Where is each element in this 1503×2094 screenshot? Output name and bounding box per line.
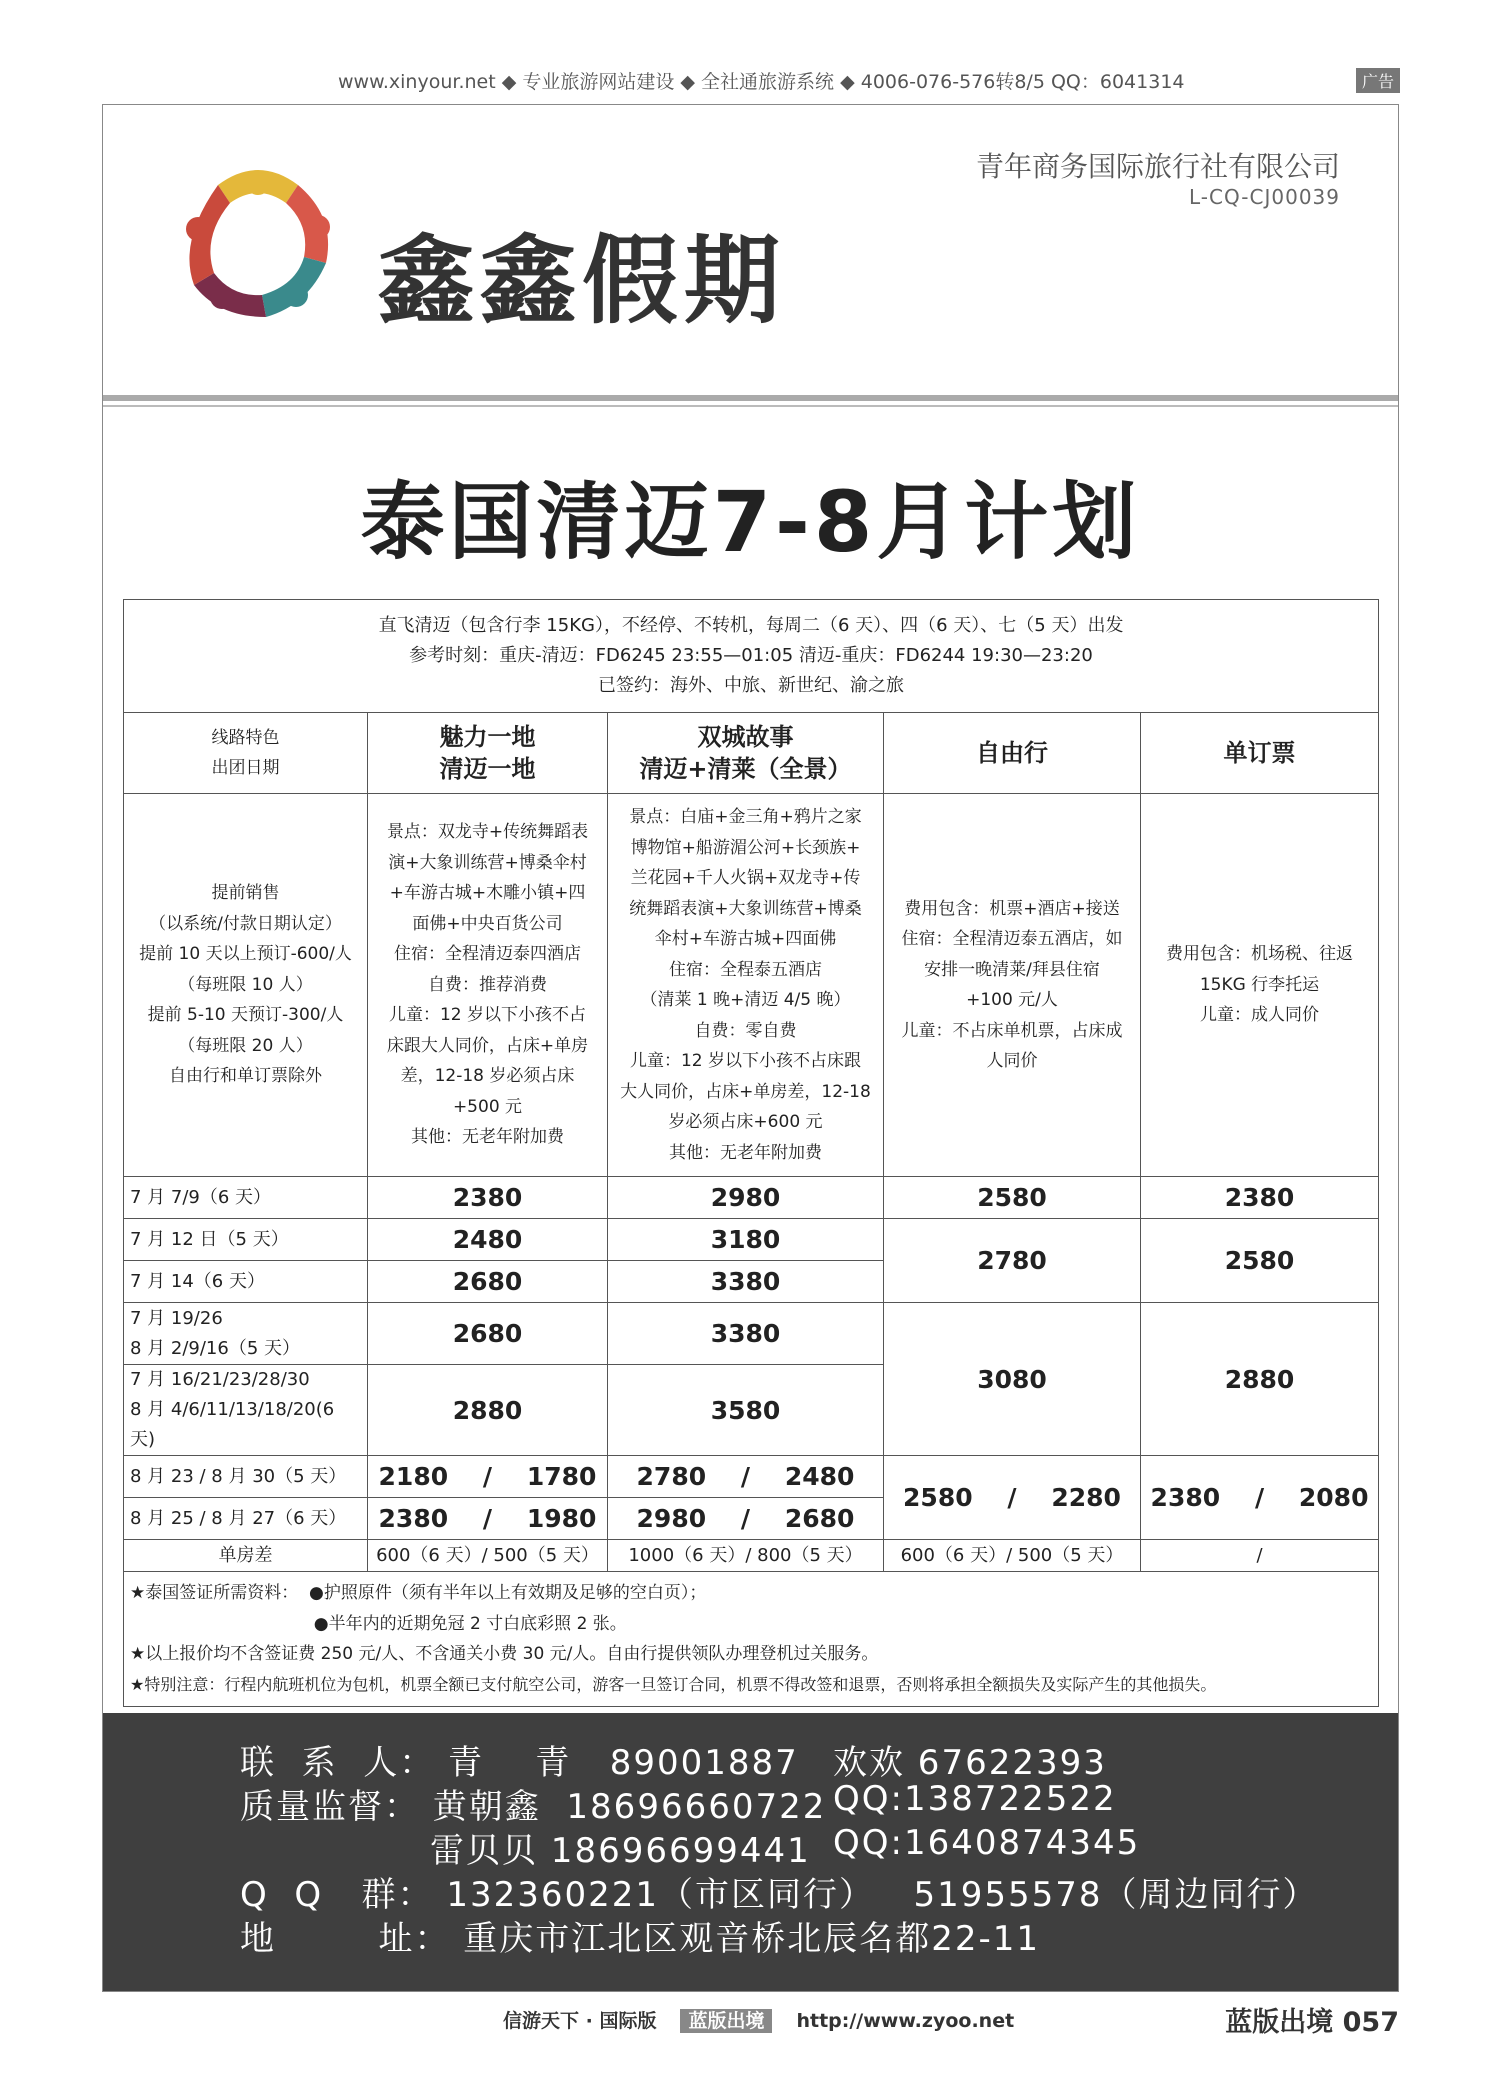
table-row [124,1303,1379,1365]
price-cell: 2180 / 1780 [368,1456,608,1498]
desc-line: （每班限 10 人） [178,974,313,995]
desc-line: 费用包含：机场税、往返 [1166,944,1354,965]
date-cell: 7 月 14（6 天） [124,1261,368,1303]
date-line: 8 月 4/6/11/13/18/20(6 天) [130,1399,335,1450]
price-cell: 2980 [608,1177,884,1219]
desc-line: 岁必须占床+600 元 [668,1112,823,1132]
price-cell: 3180 [608,1219,884,1261]
price-cell: 2880 [1141,1303,1379,1456]
table-row [124,1177,1379,1219]
desc-line: 人同价 [986,1051,1038,1071]
table-row [124,1456,1379,1498]
single-room-cell: 1000（6 天）/ 800（5 天） [608,1540,884,1572]
desc-cell [884,794,1141,1177]
desc-line: 住宿：全程泰五酒店 [669,959,822,980]
price-cell: 2880 [368,1365,608,1456]
single-room-label: 单房差 [124,1540,368,1572]
date-cell [124,1365,368,1456]
desc-line: 自费：零自费 [694,1020,797,1041]
desc-line: （清莱 1 晚+清迈 4/5 晚） [640,990,851,1010]
date-line: 8 月 2/9/16（5 天） [130,1337,301,1359]
price-cell: 3380 [608,1303,884,1365]
desc-line: 提前 5-10 天预订-300/人 [147,1005,344,1026]
contact-line: 地 址： 重庆市江北区观音桥北辰名都22-11 [240,1919,1041,1959]
table-row [124,1219,1379,1261]
footer [0,2000,1503,2040]
price-cell: 2480 [368,1219,608,1261]
desc-line: 儿童：12 岁以下小孩不占 [388,1005,587,1026]
desc-line: 景点：双龙寺+传统舞蹈表 [386,822,589,843]
desc-line: 15KG 行李托运 [1199,974,1320,995]
desc-line: 伞村+车游古城+四面佛 [654,929,837,949]
desc-line: 景点：白庙+金三角+鸦片之家 [629,807,862,827]
price-cell: 2580 [884,1177,1141,1219]
divider [103,405,1398,407]
desc-line: 提前 10 天以上预订-600/人 [139,944,352,965]
desc-line: +500 元 [452,1096,523,1117]
notes [124,1572,1379,1707]
column-header-route1 [368,713,608,794]
page-number: 蓝版出境 057 [1225,2007,1399,2038]
desc-line: 住宿：全程清迈泰五酒店，如 [901,929,1123,949]
contact-line: Q Q 群： 132360221（市区同行） 51955578（周边同行） [240,1875,1319,1915]
footer-url[interactable]: http://www.zyoo.net [796,2010,1015,2032]
desc-line: 自费：推荐消费 [428,974,547,995]
date-cell: 8 月 23 / 8 月 30（5 天） [124,1456,368,1498]
desc-cell [124,794,368,1177]
contact-line: 雷贝贝 18696699441 [430,1831,811,1871]
note-line: ●半年内的近期免冠 2 寸白底彩照 2 张。 [130,1613,627,1634]
desc-line: 安排一晚清莱/拜县住宿 [924,959,1100,980]
contact-line: 质量监督： 黄朝鑫 18696660722 [240,1787,827,1827]
column-header-date [124,713,368,794]
desc-line: 演+大象训练营+博桑伞村 [388,852,587,873]
column-header-text: 出团日期 [211,758,280,778]
column-header-text: 线路特色 [211,728,280,748]
column-header-text: 双城故事 [697,723,794,751]
desc-line: （以系统/付款日期认定） [149,913,342,934]
price-cell: 2580 / 2280 [884,1456,1141,1540]
ad-badge: 广告 [1356,68,1400,93]
contact-line: QQ:1640874345 [833,1823,1141,1863]
price-cell: 2380 / 1980 [368,1498,608,1540]
flight-info-line: 参考时刻：重庆-清迈：FD6245 23:55—01:05 清迈-重庆：FD6244 19:30—23:20 [409,645,1093,666]
contact-line: 欢欢 67622393 [833,1743,1107,1783]
date-line: 7 月 16/21/23/28/30 [130,1369,310,1390]
price-cell: 3580 [608,1365,884,1456]
note-line: ★特别注意：行程内航班机位为包机，机票全额已支付航空公司，游客一旦签订合同，机票不得改签和退票，否则将承担全额损失及实际产生的其他损失。 [130,1674,1217,1694]
price-cell: 2680 [368,1261,608,1303]
top-banner-text: www.xinyour.net ◆ 专业旅游网站建设 ◆ 全社通旅游系统 ◆ 4006-076-576转8/5 QQ：6041314 [338,71,1185,93]
description-row [124,794,1379,1177]
contact-line: 联 系 人： 青 青 89001887 [240,1743,799,1783]
desc-line: 儿童：12 岁以下小孩不占床跟 [629,1051,862,1071]
desc-line: 差，12-18 岁必须占床 [400,1066,575,1087]
flight-info [124,600,1379,713]
header [103,105,1398,395]
price-cell: 2780 [884,1219,1141,1303]
date-cell: 7 月 12 日（5 天） [124,1219,368,1261]
desc-line: 儿童：不占床单机票，占床成 [901,1020,1123,1041]
column-header-text: 魅力一地 [439,723,536,751]
date-line: 7 月 19/26 [130,1307,223,1329]
price-table [123,599,1378,1707]
note-line: ★泰国签证所需资料： ●护照原件（须有半年以上有效期及足够的空白页）； [130,1583,707,1603]
desc-cell [1141,794,1379,1177]
column-header-text: 清迈+清莱（全景） [639,755,852,783]
price-cell: 2680 [368,1303,608,1365]
page-frame [102,104,1399,1992]
price-cell: 2380 / 2080 [1141,1456,1379,1540]
price-cell: 2380 [368,1177,608,1219]
desc-line: 其他：无老年附加费 [411,1127,564,1148]
footer-text [503,2006,1014,2033]
single-room-cell: 600（6 天）/ 500（5 天） [368,1540,608,1572]
desc-line: 大人同价，占床+单房差，12-18 [620,1081,871,1102]
column-header-route2 [608,713,884,794]
top-banner [100,62,1400,96]
desc-line: 儿童：成人同价 [1200,1005,1320,1026]
price-cell: 2980 / 2680 [608,1498,884,1540]
contact-line: QQ:138722522 [833,1779,1117,1819]
contact-panel [103,1713,1398,1991]
flight-info-line: 已签约：海外、中旅、新世纪、渝之旅 [598,675,905,696]
price-cell: 3080 [884,1303,1141,1456]
column-header-text: 清迈一地 [439,755,536,783]
divider [103,395,1398,401]
desc-line: 其他：无老年附加费 [669,1142,822,1163]
single-room-cell: / [1141,1540,1379,1572]
desc-line: +100 元/人 [966,990,1058,1010]
column-header-ticket: 单订票 [1141,713,1379,794]
date-cell: 8 月 25 / 8 月 27（6 天） [124,1498,368,1540]
desc-line: 兰花园+千人火锅+双龙寺+传 [630,868,861,888]
desc-line: （每班限 20 人） [178,1035,313,1056]
note-line: ★以上报价均不含签证费 250 元/人、不含通关小费 30 元/人。自由行提供领队办理登机过关服务。 [130,1644,879,1664]
desc-line: 面佛+中央百货公司 [412,913,563,934]
desc-cell [608,794,884,1177]
desc-line: 博物馆+船游湄公河+长颈族+ [630,837,861,858]
license-number: L-CQ-CJ00039 [1189,185,1340,209]
price-cell: 2780 / 2480 [608,1456,884,1498]
price-cell: 2580 [1141,1219,1379,1303]
desc-line: +车游古城+木雕小镇+四 [389,883,586,904]
desc-line: 费用包含：机票+酒店+接送 [904,898,1120,919]
logo-icon [158,145,358,345]
date-cell: 7 月 7/9（6 天） [124,1177,368,1219]
date-cell [124,1303,368,1365]
page-title: 泰国清迈7-8月计划 [360,473,1141,571]
column-header-free: 自由行 [884,713,1141,794]
single-room-row [124,1540,1379,1572]
company-name: 青年商务国际旅行社有限公司 [975,150,1340,183]
desc-line: 提前销售 [211,883,280,904]
price-cell: 3380 [608,1261,884,1303]
desc-line: 床跟大人同价，占床+单房 [386,1035,589,1056]
desc-line: 统舞蹈表演+大象训练营+博桑 [629,898,862,919]
price-cell: 2380 [1141,1177,1379,1219]
desc-cell [368,794,608,1177]
header-row [124,713,1379,794]
flight-info-line: 直飞清迈（包含行李 15KG），不经停、不转机，每周二（6 天）、四（6 天）、七（5 天）出发 [378,615,1124,636]
single-room-cell: 600（6 天）/ 500（5 天） [884,1540,1141,1572]
desc-line: 自由行和单订票除外 [169,1066,322,1087]
desc-line: 住宿：全程清迈泰四酒店 [394,944,581,965]
notes-row [124,1572,1379,1707]
brand-name: 鑫鑫假期 [378,225,786,337]
footer-left: 信游天下 · 国际版 [503,2010,657,2032]
footer-badge: 蓝版出境 [680,2009,772,2033]
info-row [124,600,1379,713]
